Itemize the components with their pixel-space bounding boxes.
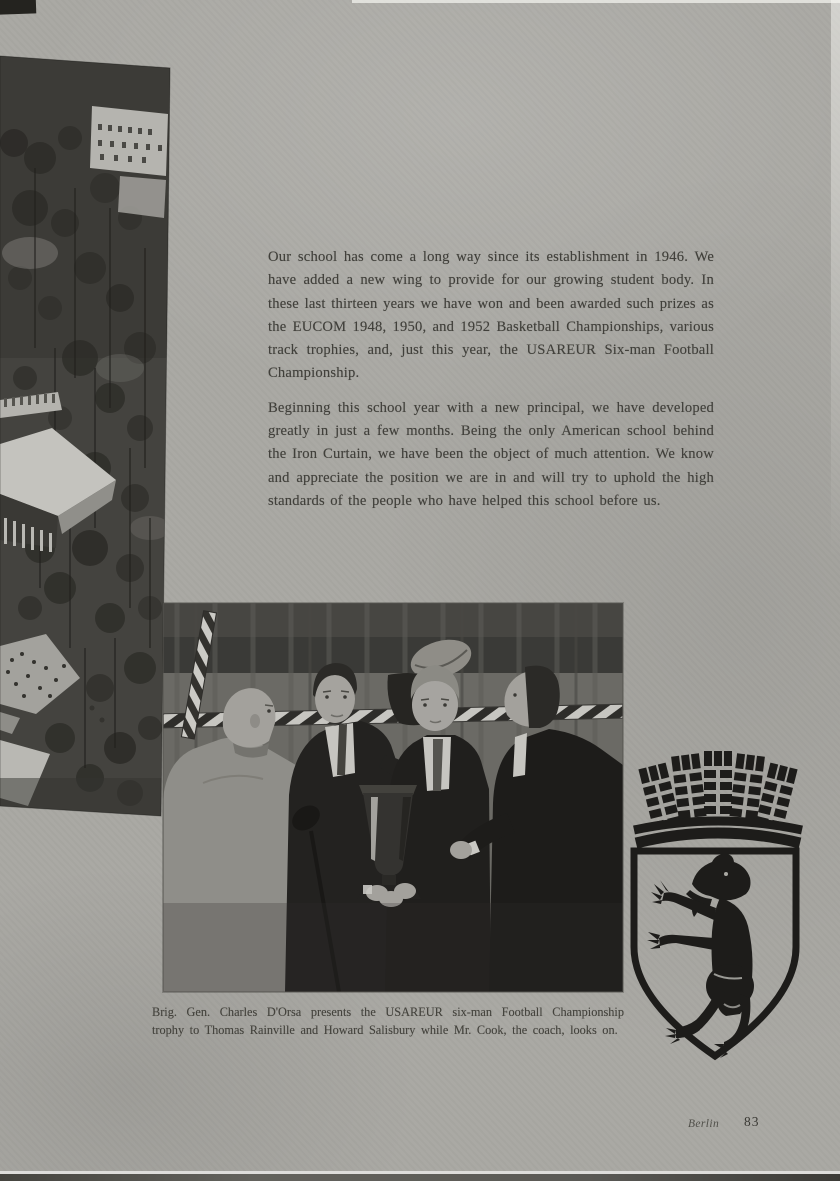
- page-footer: [688, 1112, 798, 1138]
- intro-paragraph: Our school has come a long way since its establishment in 1946. We have added a new wing to provide for our growing student body. In these last thirteen years we have won and been awarded such prizes as the EUCOM 1948, 1950, and 1952 Basketball Championships, various track trophies, and, just this year, the USAREUR Six-man Football Championship.: [268, 249, 714, 382]
- trophy-photo-art: [163, 603, 623, 992]
- photo-caption: Brig. Gen. Charles D'Orsa presents the USAREUR six-man Football Championship trophy to Thomas Rainville and Howard Salisbury while Mr. Cook, the coach, looks on.: [152, 1005, 624, 1037]
- aerial-campus-photo: [0, 48, 172, 820]
- scan-edge-right: [831, 0, 840, 560]
- scan-edge-top: [352, 0, 840, 3]
- page-corner-mark: [0, 0, 36, 15]
- mural-crown-icon: [634, 751, 802, 843]
- second-paragraph: Beginning this school year with a new principal, we have developed greatly in just a few months. Being the only American school behind the Iron Curtain, we have been the object of much attention. We know and appreciate the position we are in and will try to uphold the high standards of the people who have helped this school before us.: [268, 399, 714, 509]
- article-text: [268, 246, 714, 524]
- berlin-crest-icon: [626, 742, 810, 1068]
- page-number: 83: [744, 1114, 760, 1129]
- trophy-presentation-photo: [163, 603, 623, 992]
- berlin-bear-icon: [647, 854, 754, 1058]
- scan-edge-bottom-shadow: [0, 1174, 840, 1181]
- section-label: Berlin: [688, 1118, 720, 1130]
- aerial-photo-art: [0, 48, 172, 820]
- berlin-coat-of-arms: [626, 742, 810, 1068]
